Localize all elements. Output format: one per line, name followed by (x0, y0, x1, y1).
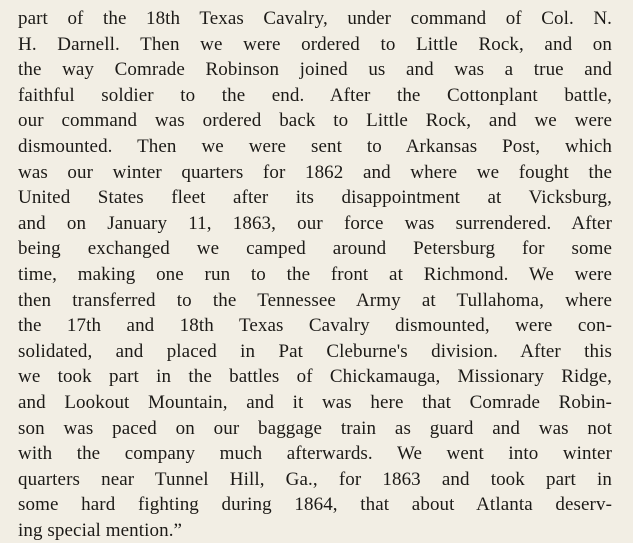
text-line: we took part in the battles of Chickamauga, Missionary Ridge, (18, 366, 612, 388)
text-line: the way Comrade Robinson joined us and was a true and (18, 59, 612, 81)
text-line: dismounted. Then we were sent to Arkansas Post, which (18, 135, 612, 157)
text-line: ing special mention.” (18, 519, 183, 541)
text-line: United States fleet after its disappointment at Vicksburg, (18, 187, 612, 209)
text-line: our command was ordered back to Little Rock, and we were (18, 110, 612, 132)
text-line: H. Darnell. Then we were ordered to Little Rock, and on (18, 33, 612, 55)
text-line: with the company much afterwards. We went into winter (18, 443, 612, 465)
text-line: quarters near Tunnel Hill, Ga., for 1863 and took part in (18, 468, 612, 490)
text-line: being exchanged we camped around Petersburg for some (18, 238, 612, 260)
text-line: was our winter quarters for 1862 and where we fought the (18, 161, 612, 183)
text-line: solidated, and placed in Pat Cleburne's division. After this (18, 340, 612, 362)
text-line: part of the 18th Texas Cavalry, under command of Col. N. (18, 8, 612, 29)
text-line: time, making one run to the front at Richmond. We were (18, 263, 612, 285)
text-line: some hard fighting during 1864, that about Atlanta deserv- (18, 494, 612, 516)
text-line: faithful soldier to the end. After the Cottonplant battle, (18, 84, 612, 106)
text-line: and Lookout Mountain, and it was here that Comrade Robin- (18, 391, 612, 413)
body-text (18, 6, 612, 543)
text-line: the 17th and 18th Texas Cavalry dismounted, were con- (18, 315, 612, 337)
text-line: son was paced on our baggage train as guard and was not (18, 417, 612, 439)
text-line: then transferred to the Tennessee Army at Tullahoma, where (18, 289, 612, 311)
text-line: and on January 11, 1863, our force was surrendered. After (18, 212, 612, 234)
